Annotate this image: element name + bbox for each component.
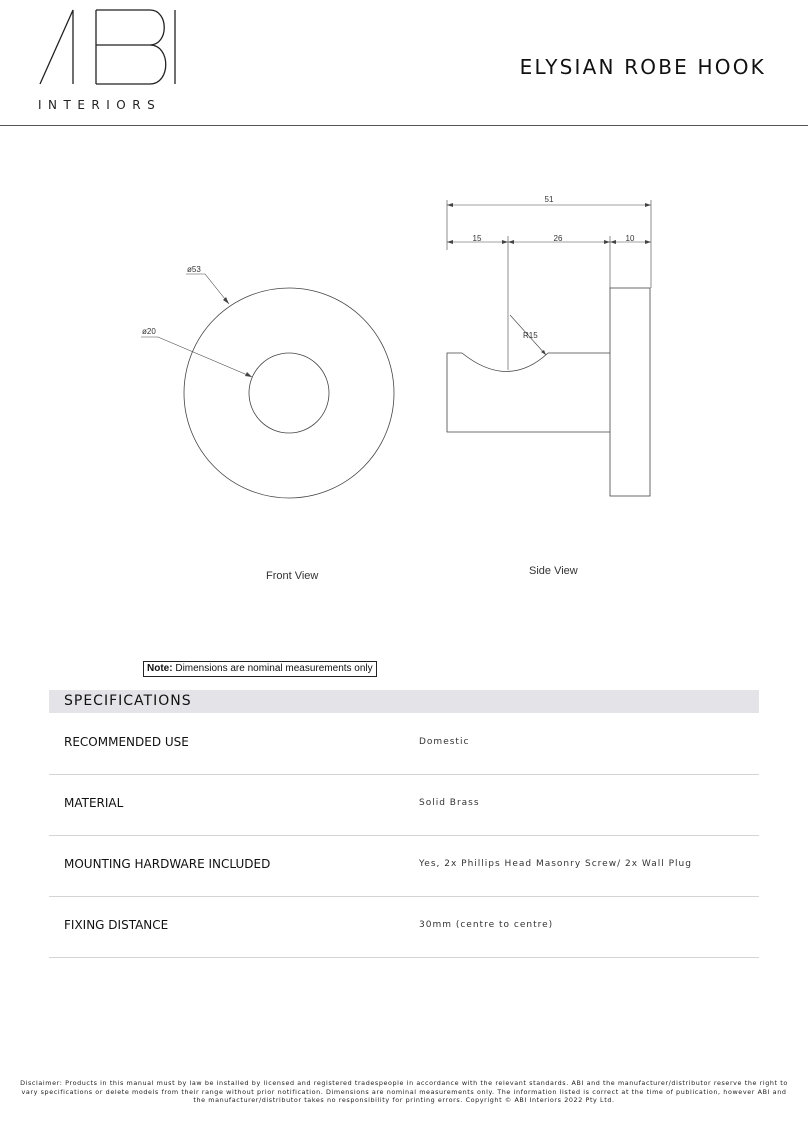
front-view-label: Front View <box>266 570 319 582</box>
segment-a-label: 15 <box>472 234 482 243</box>
document-title: ELYSIAN ROBE HOOK <box>519 55 766 79</box>
outer-rose-circle <box>184 288 394 498</box>
spec-label: FIXING DISTANCE <box>64 918 169 932</box>
spec-row-mounting-hardware <box>49 835 759 897</box>
inner-hook-circle <box>249 353 329 433</box>
spec-value: Domestic <box>419 737 470 747</box>
spec-value: 30mm (centre to centre) <box>419 920 554 930</box>
outer-diameter-label: ø53 <box>187 265 201 274</box>
radius-label: R15 <box>523 331 538 340</box>
header-divider <box>0 125 808 126</box>
brand-logo <box>38 8 183 118</box>
spec-value: Solid Brass <box>419 798 480 808</box>
outer-diameter-leader <box>186 274 229 304</box>
inner-diameter-label: ø20 <box>142 327 156 336</box>
segment-b-label: 26 <box>553 234 563 243</box>
segment-c-label: 10 <box>625 234 635 243</box>
note-prefix: Note: <box>147 663 173 674</box>
spec-row-material <box>49 774 759 836</box>
specifications-heading: SPECIFICATIONS <box>64 693 192 709</box>
dimensions-note <box>143 661 377 677</box>
side-view-drawing <box>447 195 651 496</box>
spec-label: RECOMMENDED USE <box>64 735 189 749</box>
disclaimer-text: Disclaimer: Products in this manual must by law be installed by licensed and registered tradespeople in accordance with the relevant standards. ABI and the manufacturer/distributor reserve the right to vary specifications or delete models from their range without prior notification. Dimensions are nominal measurements only. The information listed is correct at the time of publication, however ABI and the manufacturer/distributor takes no responsibility for printing errors. Copyright © ABI Interiors 2022 Pty Ltd. <box>20 1079 788 1104</box>
hook-body-outline <box>447 353 610 432</box>
front-view-drawing <box>141 265 394 498</box>
spec-label: MATERIAL <box>64 796 124 810</box>
abi-logo-mark <box>38 8 183 93</box>
spec-row-fixing-distance <box>49 896 759 958</box>
note-text: Dimensions are nominal measurements only <box>172 663 373 674</box>
specifications-header <box>49 690 759 713</box>
spec-value: Yes, 2x Phillips Head Masonry Screw/ 2x Wall Plug <box>419 859 692 869</box>
brand-subtitle: INTERIORS <box>38 98 162 112</box>
technical-drawing <box>0 180 808 600</box>
spec-label: MOUNTING HARDWARE INCLUDED <box>64 857 271 871</box>
side-view-label: Side View <box>529 565 578 577</box>
wall-plate-outline <box>610 288 650 496</box>
spec-row-recommended-use <box>49 713 759 775</box>
total-width-label: 51 <box>544 195 554 204</box>
